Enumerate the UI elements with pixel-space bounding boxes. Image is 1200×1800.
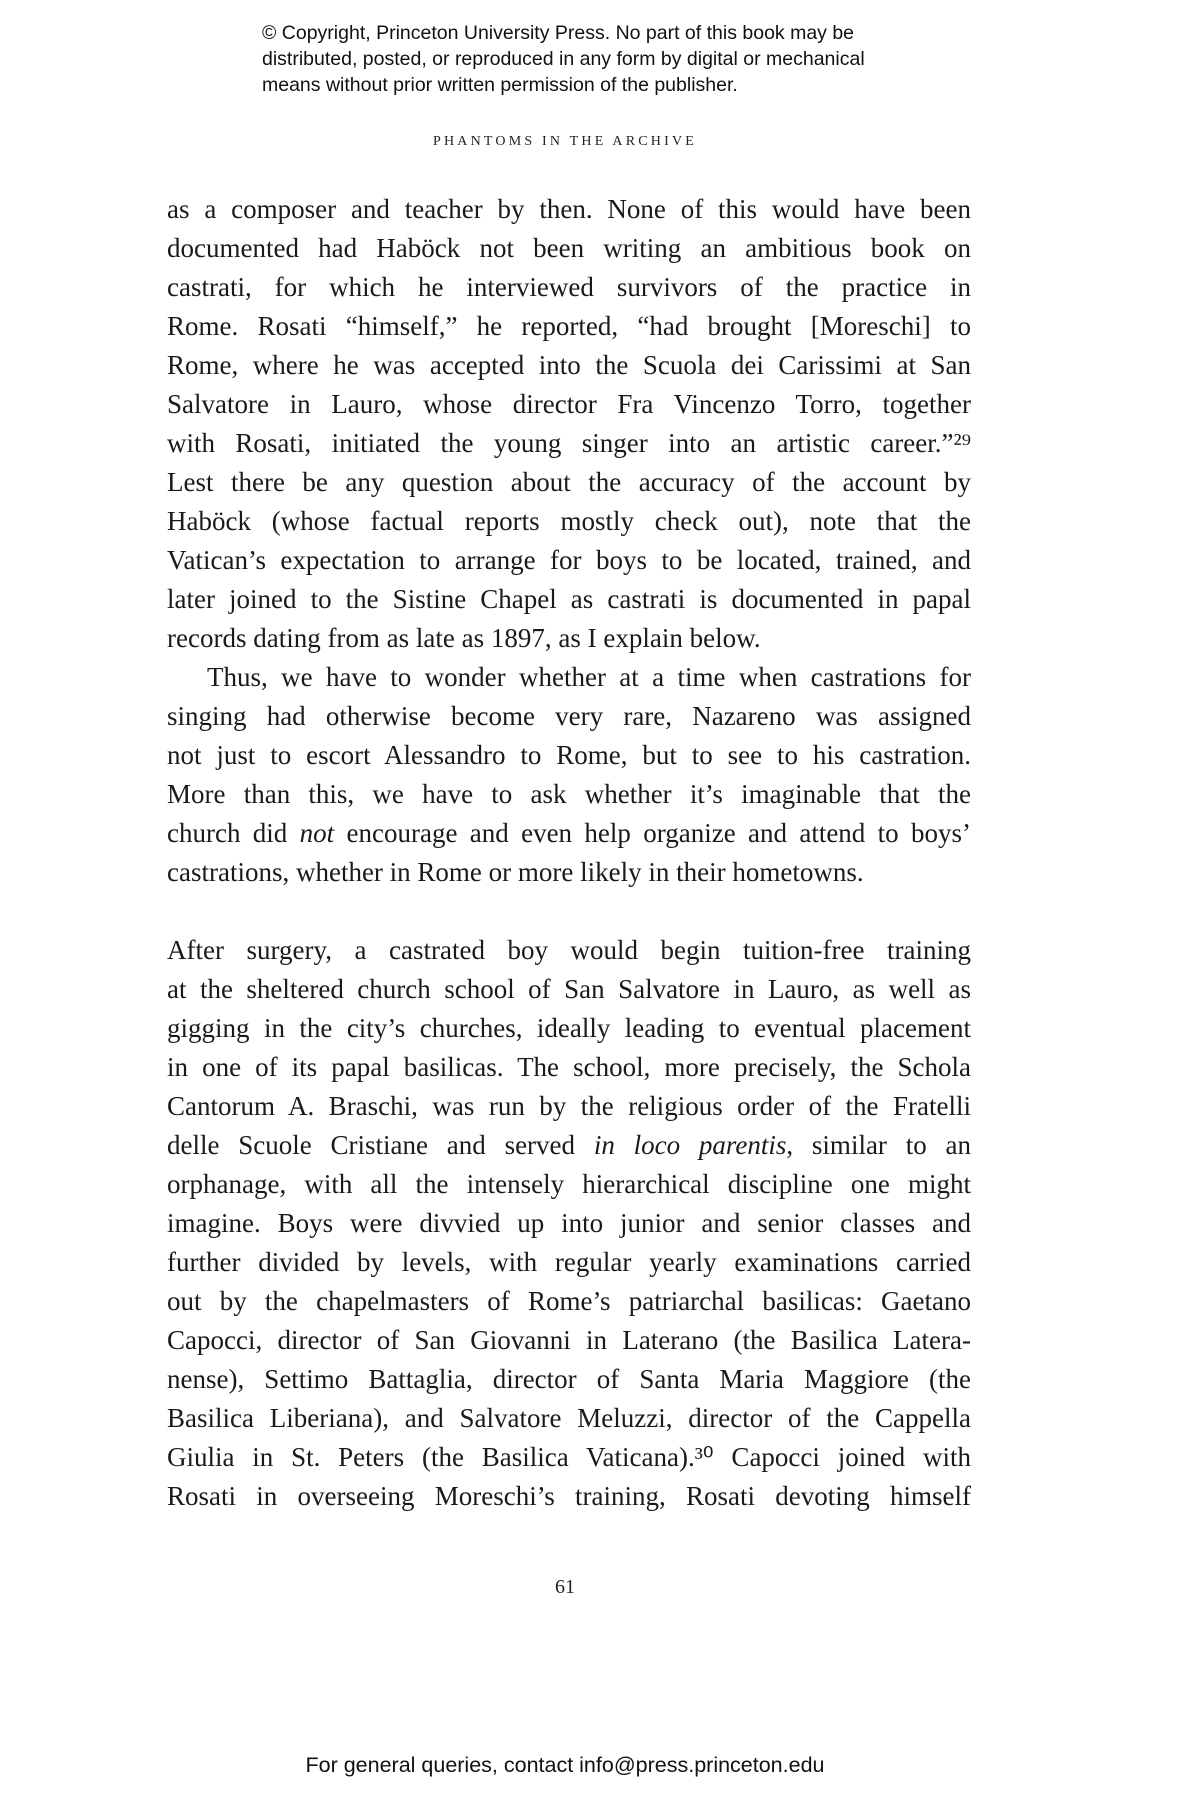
text-line: Salvatore in Lauro, whose director Fra Vincenzo Torro, together bbox=[167, 389, 971, 419]
text-run: delle Scuole Cristiane and served bbox=[167, 1130, 594, 1160]
text-line: singing had otherwise become very rare, Nazareno was assigned bbox=[167, 701, 971, 731]
copyright-line: distributed, posted, or reproduced in any form by digital or mechanical bbox=[262, 48, 865, 70]
paragraph-3 bbox=[167, 931, 971, 1516]
italic-text: not bbox=[299, 818, 335, 848]
text-line: later joined to the Sistine Chapel as castrati is documented in papal bbox=[167, 584, 971, 614]
text-run: church did bbox=[167, 818, 300, 848]
text-run: , similar to an bbox=[786, 1130, 971, 1160]
text-line: Rosati in overseeing Moreschi’s training, Rosati devoting himself bbox=[167, 1481, 971, 1511]
text-line: Capocci, director of San Giovanni in Laterano (the Basilica Latera- bbox=[167, 1325, 971, 1355]
text-line: with Rosati, initiated the young singer into an artistic career.”²⁹ bbox=[167, 428, 971, 458]
text-line: out by the chapelmasters of Rome’s patriarchal basilicas: Gaetano bbox=[167, 1286, 971, 1316]
page-number: 61 bbox=[555, 1576, 575, 1598]
copyright-line: © Copyright, Princeton University Press. No part of this book may be bbox=[262, 22, 855, 44]
text-line: documented had Haböck not been writing an ambitious book on bbox=[167, 233, 971, 263]
text-line: Thus, we have to wonder whether at a time when castrations for bbox=[207, 662, 971, 692]
text-line: imagine. Boys were divvied up into junior and senior classes and bbox=[167, 1208, 971, 1238]
text-line: records dating from as late as 1897, as I explain below. bbox=[167, 623, 761, 653]
text-line: castrations, whether in Rome or more likely in their hometowns. bbox=[167, 857, 864, 887]
text-line: orphanage, with all the intensely hierarchical discipline one might bbox=[167, 1169, 971, 1199]
text-line: Rome, where he was accepted into the Scuola dei Carissimi at San bbox=[167, 350, 971, 380]
text-line: Basilica Liberiana), and Salvatore Meluzzi, director of the Cappella bbox=[167, 1403, 971, 1433]
text-line: as a composer and teacher by then. None of this would have been bbox=[167, 194, 971, 224]
text-line: After surgery, a castrated boy would begin tuition-free training bbox=[167, 935, 971, 965]
text-line: further divided by levels, with regular yearly examinations carried bbox=[167, 1247, 971, 1277]
italic-text: in loco parentis bbox=[593, 1130, 787, 1160]
text-line: Vatican’s expectation to arrange for boys to be located, trained, and bbox=[167, 545, 971, 575]
text-line: not just to escort Alessandro to Rome, but to see to his castration. bbox=[167, 740, 971, 770]
text-line: nense), Settimo Battaglia, director of Santa Maria Maggiore (the bbox=[167, 1364, 971, 1394]
body-text bbox=[167, 190, 971, 1516]
footer-contact: For general queries, contact info@press.princeton.edu bbox=[305, 1753, 825, 1777]
text-line: Giulia in St. Peters (the Basilica Vaticana).³⁰ Capocci joined with bbox=[167, 1442, 971, 1472]
text-line: at the sheltered church school of San Salvatore in Lauro, as well as bbox=[167, 974, 971, 1004]
text-line: Cantorum A. Braschi, was run by the religious order of the Fratelli bbox=[167, 1091, 971, 1121]
text-line: in one of its papal basilicas. The school, more precisely, the Schola bbox=[167, 1052, 971, 1082]
text-line-with-italic bbox=[167, 1126, 971, 1165]
text-line-with-italic bbox=[167, 814, 971, 853]
copyright-notice bbox=[262, 20, 1022, 98]
text-line: gigging in the city’s churches, ideally leading to eventual placement bbox=[167, 1013, 971, 1043]
text-line: Haböck (whose factual reports mostly check out), note that the bbox=[167, 506, 971, 536]
text-line: More than this, we have to ask whether it’s imaginable that the bbox=[167, 779, 971, 809]
running-head: PHANTOMS IN THE ARCHIVE bbox=[432, 134, 698, 149]
section-break bbox=[167, 892, 971, 931]
text-line: Rome. Rosati “himself,” he reported, “had brought [Moreschi] to bbox=[167, 311, 971, 341]
text-line: castrati, for which he interviewed survivors of the practice in bbox=[167, 272, 971, 302]
text-run: encourage and even help organize and attend to boys’ bbox=[334, 818, 971, 848]
paragraph-2 bbox=[167, 658, 971, 892]
paragraph-1 bbox=[167, 190, 971, 658]
text-line: Lest there be any question about the accuracy of the account by bbox=[167, 467, 971, 497]
copyright-line: means without prior written permission of the publisher. bbox=[262, 74, 738, 96]
